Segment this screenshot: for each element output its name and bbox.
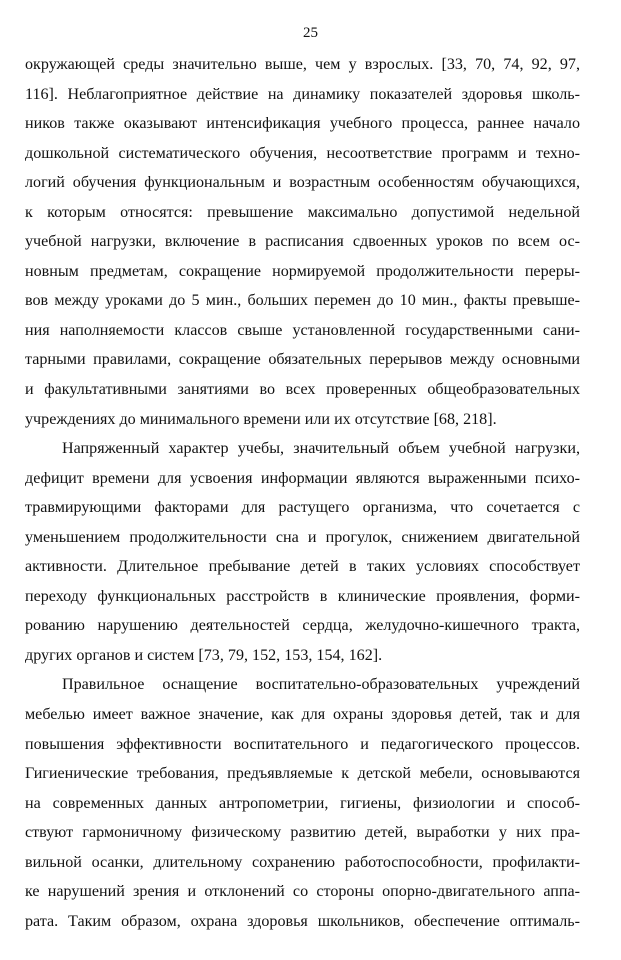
text-line: к которым относятся: превышение максимально допустимой недельной [25, 203, 580, 221]
text-line: уменьшением продолжительности сна и прогулок, снижением двигательной [25, 528, 580, 546]
paragraph [25, 670, 580, 936]
paragraph [25, 434, 580, 670]
text-line: дошкольной систематического обучения, несоответствие программ и техно- [25, 144, 580, 162]
text-line: на современных данных антропометрии, гигиены, физиологии и способ- [25, 794, 580, 812]
text-line: учреждениях до минимального времени или их отсутствие [68, 218]. [25, 410, 497, 428]
text-line: переходу функциональных расстройств в клинические проявления, форми- [25, 587, 580, 605]
text-line: других органов и систем [73, 79, 152, 153, 154, 162]. [25, 646, 383, 664]
text-line: Гигиенические требования, предъявляемые к детской мебели, основываются [25, 765, 580, 783]
text-line: тарными правилами, сокращение обязательных перерывов между основными [25, 351, 580, 369]
text-line: и факультативными занятиями во всех проверенных общеобразовательных [25, 381, 580, 399]
text-line: окружающей среды значительно выше, чем у взрослых. [33, 70, 74, 92, 97, [25, 56, 580, 73]
body-text [25, 50, 580, 936]
text-line: 116]. Неблагоприятное действие на динамику показателей здоровья школь- [25, 85, 580, 103]
text-line: Напряженный характер учебы, значительный объем учебной нагрузки, [62, 440, 580, 458]
text-line: травмирующими факторами для растущего организма, что сочетается с [25, 499, 580, 517]
text-line: вильной осанки, длительному сохранению работоспособности, профилакти- [25, 853, 580, 871]
text-line: активности. Длительное пребывание детей в таких условиях способствует [25, 558, 580, 576]
text-line: новным предметам, сокращение нормируемой продолжительности переры- [25, 262, 580, 280]
text-line: рата. Таким образом, охрана здоровья школьников, обеспечение оптималь- [25, 912, 580, 930]
text-line: мебелью имеет важное значение, как для охраны здоровья детей, так и для [25, 706, 580, 724]
text-line: ствуют гармоничному физическому развитию детей, выработки у них пра- [25, 824, 580, 842]
text-line: вов между уроками до 5 мин., больших перемен до 10 мин., факты превыше- [25, 292, 580, 310]
text-line: повышения эффективности воспитательного и педагогического процессов. [25, 735, 580, 753]
text-line: рованию нарушению деятельностей сердца, желудочно-кишечного тракта, [25, 617, 580, 635]
text-line: учебной нагрузки, включение в расписания сдвоенных уроков по всем ос- [25, 233, 580, 251]
page-number: 25 [303, 25, 318, 41]
text-line: ния наполняемости классов свыше установленной государственными сани- [25, 321, 580, 339]
text-line: дефицит времени для усвоения информации являются выраженными психо- [25, 469, 580, 487]
text-line: ке нарушений зрения и отклонений со стороны опорно-двигательного аппа- [25, 883, 580, 901]
paragraph [25, 50, 580, 434]
text-line: логий обучения функциональным и возрастным особенностям обучающихся, [25, 174, 580, 192]
text-line: Правильное оснащение воспитательно-образовательных учреждений [62, 676, 580, 694]
text-line: ников также оказывают интенсификация учебного процесса, раннее начало [25, 115, 580, 133]
